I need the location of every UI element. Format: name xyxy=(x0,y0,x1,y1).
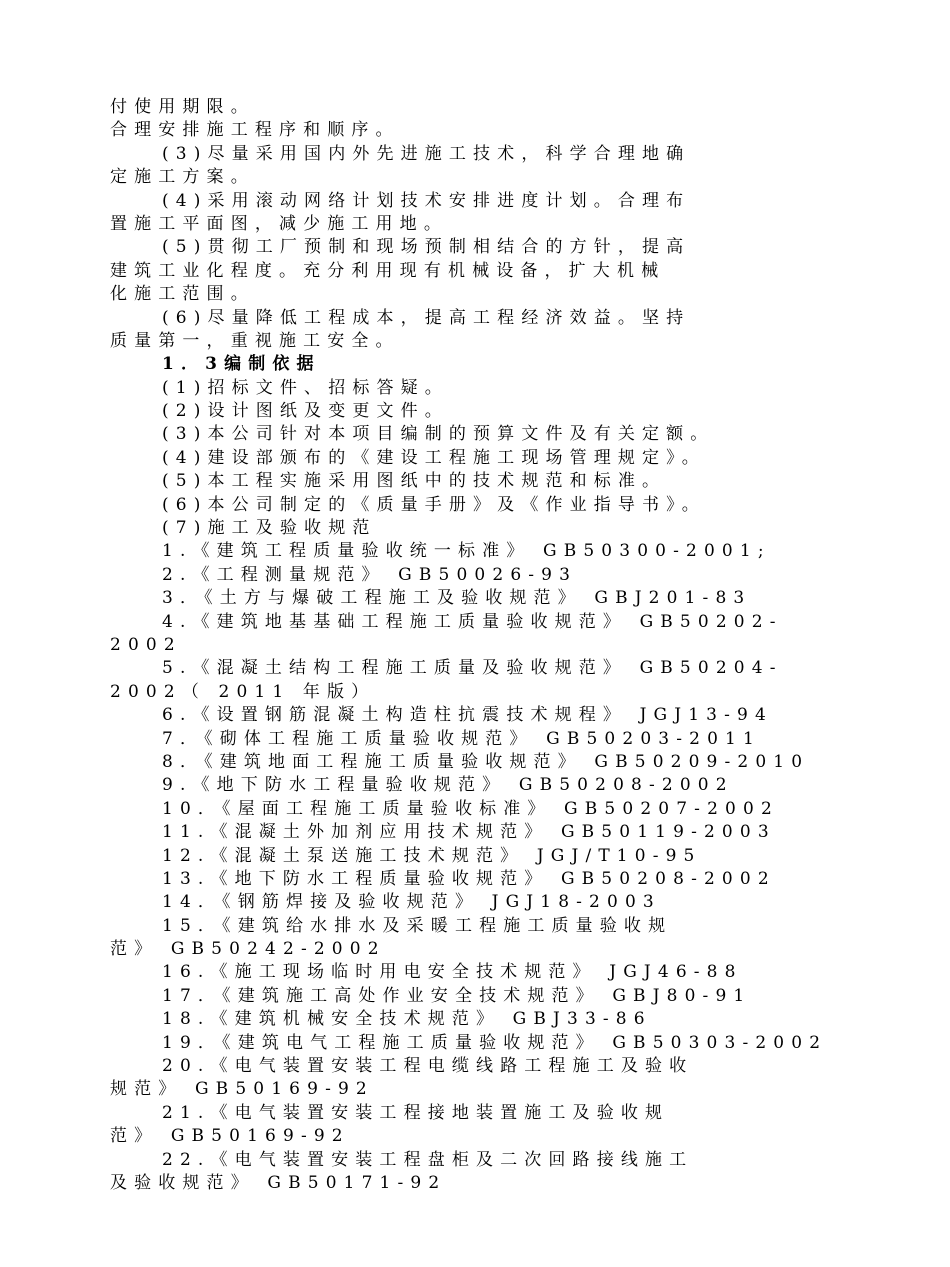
document-body xyxy=(110,96,870,1195)
text-line: (4)建设部颁布的《建设工程施工现场管理规定》。 xyxy=(162,447,706,468)
text-line: (7)施工及验收规范 xyxy=(162,518,377,539)
text-line: (3)尽量采用国内外先进施工技术，科学合理地确 xyxy=(162,143,691,164)
text-line: 化施工范围。 xyxy=(110,284,255,305)
text-line: 合理安排施工程序和顺序。 xyxy=(110,120,400,141)
text-line: 17．《建筑施工高处作业安全技术规范》 GBJ80-91 xyxy=(162,985,752,1006)
text-line: 2.《工程测量规范》 GB50026-93 xyxy=(162,564,578,585)
text-line: 3．《土方与爆破工程施工及验收规范》 GBJ201-83 xyxy=(162,588,752,609)
text-line: 20.《电气装置安装工程电缆线路工程施工及验收 xyxy=(162,1056,694,1077)
text-line: 13.《地下防水工程质量验收规范》 GB50208-2002 xyxy=(162,868,776,889)
text-line: (2)设计图纸及变更文件。 xyxy=(162,401,449,422)
text-line: 7．《砌体工程施工质量验收规范》 GB50203-2011 xyxy=(162,728,761,749)
text-line: 18.《建筑机械安全技术规范》 GBJ33-86 xyxy=(162,1009,652,1030)
text-line: 及验收规范》 GB50171-92 xyxy=(110,1172,447,1193)
text-line: 2002 xyxy=(110,634,182,655)
text-line: (1)招标文件、招标答疑。 xyxy=(162,377,449,398)
text-line: 付使用期限。 xyxy=(110,97,255,117)
text-line: (3)本公司针对本项目编制的预算文件及有关定额。 xyxy=(162,424,715,445)
text-line: 6.《设置钢筋混凝土构造柱抗震技术规程》 JGJ13-94 xyxy=(162,705,773,726)
text-line: 22.《电气装置安装工程盘柜及二次回路接线施工 xyxy=(162,1149,694,1170)
text-line: (6)尽量降低工程成本，提高工程经济效益。坚持 xyxy=(162,307,691,328)
text-line: 11.《混凝土外加剂应用技术规范》 GB50119-2003 xyxy=(162,822,776,843)
text-line: (5)贯彻工厂预制和现场预制相结合的方针，提高 xyxy=(162,237,691,258)
text-line: 9.《地下防水工程量验收规范》 GB50208-2002 xyxy=(162,775,734,796)
text-line: 12.《混凝土泵送施工技术规范》 JGJ/T10-95 xyxy=(162,845,702,866)
text-line: 19．《建筑电气工程施工质量验收规范》 GB50303-2002 xyxy=(162,1032,828,1053)
text-line: 8．《建筑地面工程施工质量验收规范》 GB50209-2010 xyxy=(162,751,810,772)
text-line: (6)本公司制定的《质量手册》及《作业指导书》。 xyxy=(162,494,706,515)
text-line: 1．3编制依据 xyxy=(162,354,321,375)
text-line: (4)采用滚动网络计划技术安排进度计划。合理布 xyxy=(162,190,691,211)
text-line: 14．《钢筋焊接及验收规范》 JGJ18-2003 xyxy=(162,892,661,913)
text-line: 2002（ 2011 年版） xyxy=(110,681,376,702)
text-line: 规范》 GB50169-92 xyxy=(110,1079,374,1100)
text-line: (5)本工程实施采用图纸中的技术规范和标准。 xyxy=(162,471,667,492)
text-line: 范》 GB50169-92 xyxy=(110,1126,350,1147)
text-line: 10．《屋面工程施工质量验收标准》 GB50207-2002 xyxy=(162,798,779,819)
text-line: 建筑工业化程度。充分利用现有机械设备，扩大机械 xyxy=(110,260,666,281)
text-line: 16.《施工现场临时用电安全技术规范》 JGJ46-88 xyxy=(162,962,743,983)
text-line: 15．《建筑给水排水及采暖工程施工质量验收规 xyxy=(162,915,673,936)
text-line: 4.《建筑地基基础工程施工质量验收规范》 GB50202- xyxy=(162,611,783,632)
text-line: 1.《建筑工程质量验收统一标准》 GB50300-2001; xyxy=(162,541,771,562)
text-line: 5.《混凝土结构工程施工质量及验收规范》 GB50204- xyxy=(162,658,783,679)
text-line: 范》 GB50242-2002 xyxy=(110,939,386,960)
text-line: 置施工平面图，减少施工用地。 xyxy=(110,213,448,234)
text-line: 21.《电气装置安装工程接地装置施工及验收规 xyxy=(162,1102,670,1123)
text-line: 定施工方案。 xyxy=(110,167,255,188)
text-line: 质量第一，重视施工安全。 xyxy=(110,330,400,351)
